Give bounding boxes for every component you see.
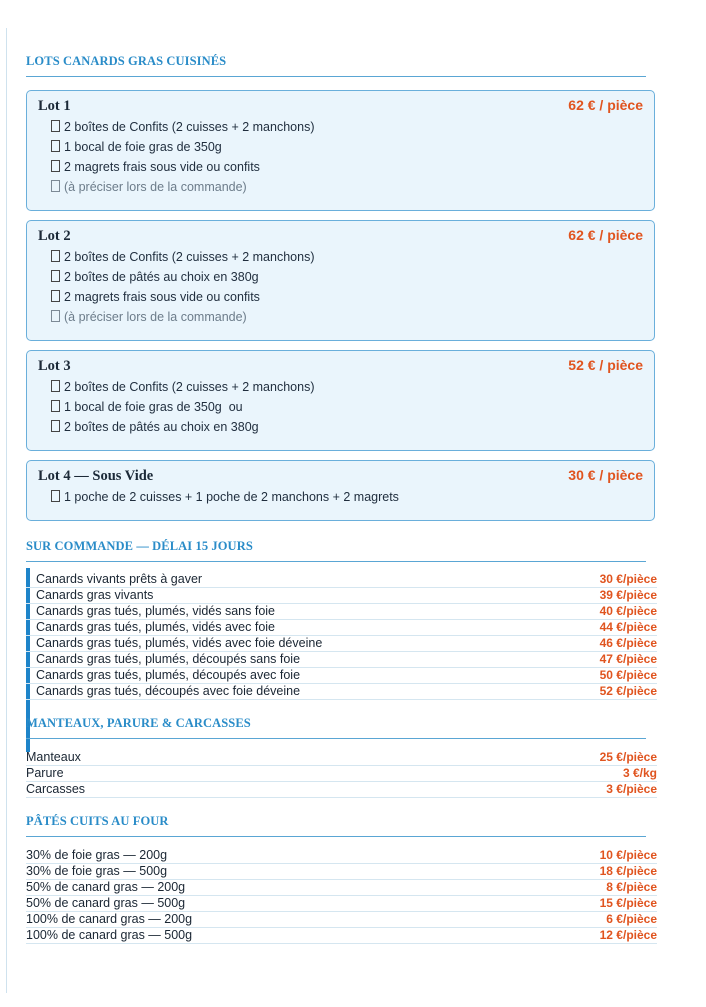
- checkbox-icon: [51, 120, 60, 132]
- lot-name: Lot 1: [38, 98, 71, 114]
- table-row: 50% de canard gras — 200g 8 €/pièce: [26, 880, 657, 894]
- checkbox-icon: [51, 400, 60, 412]
- table-row: Parure 3 €/kg: [26, 766, 657, 780]
- lot-item: 2 boîtes de Confits (2 cuisses + 2 manchons): [38, 377, 643, 397]
- lot-item: 2 boîtes de pâtés au choix en 380g: [38, 417, 643, 437]
- lot-card-4: [26, 460, 655, 521]
- checkbox-icon: [51, 420, 60, 432]
- table-row: Canards gras tués, plumés, vidés sans foie 40 €/pièce: [26, 604, 657, 620]
- table-row: 30% de foie gras — 200g 10 €/pièce: [26, 848, 657, 862]
- table-row: Canards gras vivants 39 €/pièce: [26, 588, 657, 604]
- checkbox-icon: [51, 270, 60, 282]
- section-title-order: SUR COMMANDE — DÉLAI 15 JOURS: [26, 539, 646, 562]
- table-row: Canards gras tués, plumés, découpés sans foie 47 €/pièce: [26, 652, 657, 668]
- table-row: Carcasses 3 €/pièce: [26, 782, 657, 796]
- lot-item: 2 boîtes de pâtés au choix en 380g: [38, 267, 643, 287]
- page-left-rule: [6, 28, 7, 993]
- table-row: Manteaux 25 €/pièce: [26, 750, 657, 764]
- section-title-manteaux: MANTEAUX, PARURE & CARCASSES: [26, 716, 646, 739]
- pates-list: [26, 848, 657, 944]
- lot-item: 1 bocal de foie gras de 350g ou: [38, 397, 643, 417]
- checkbox-icon: [51, 490, 60, 502]
- checkbox-icon: [51, 180, 60, 192]
- lot-price: 52 € / pièce: [568, 357, 643, 373]
- table-row: Canards gras tués, plumés, vidés avec foie déveine 46 €/pièce: [26, 636, 657, 652]
- lot-name: Lot 4 — Sous Vide: [38, 468, 154, 484]
- lot-name: Lot 3: [38, 358, 71, 374]
- lot-card-3: [26, 350, 655, 451]
- lot-item: 2 boîtes de Confits (2 cuisses + 2 manchons): [38, 117, 643, 137]
- lot-item: 1 poche de 2 cuisses + 1 poche de 2 manchons + 2 magrets: [38, 487, 643, 507]
- lot-item: 1 bocal de foie gras de 350g: [38, 137, 643, 157]
- lot-card-1: [26, 90, 655, 211]
- lot-price: 62 € / pièce: [568, 97, 643, 113]
- lot-name: Lot 2: [38, 228, 71, 244]
- checkbox-icon: [51, 160, 60, 172]
- order-list: [26, 572, 657, 700]
- table-row: 100% de canard gras — 200g 6 €/pièce: [26, 912, 657, 926]
- lot-card-2: [26, 220, 655, 341]
- lot-item: 2 magrets frais sous vide ou confits: [38, 157, 643, 177]
- table-row: Canards vivants prêts à gaver 30 €/pièce: [26, 572, 657, 588]
- table-row: Canards gras tués, découpés avec foie déveine 52 €/pièce: [26, 684, 657, 700]
- lot-item: 2 boîtes de Confits (2 cuisses + 2 manchons): [38, 247, 643, 267]
- checkbox-icon: [51, 290, 60, 302]
- section-title-pates: PÂTÉS CUITS AU FOUR: [26, 814, 646, 837]
- table-row: 50% de canard gras — 500g 15 €/pièce: [26, 896, 657, 910]
- checkbox-icon: [51, 250, 60, 262]
- checkbox-icon: [51, 140, 60, 152]
- table-row: Canards gras tués, plumés, découpés avec foie 50 €/pièce: [26, 668, 657, 684]
- table-row: Canards gras tués, plumés, vidés avec foie 44 €/pièce: [26, 620, 657, 636]
- lot-item-note: (à préciser lors de la commande): [38, 177, 643, 197]
- section-title-lots: LOTS CANARDS GRAS CUISINÉS: [26, 54, 646, 77]
- lot-price: 30 € / pièce: [568, 467, 643, 483]
- table-row: 100% de canard gras — 500g 12 €/pièce: [26, 928, 657, 942]
- manteaux-list: [26, 750, 657, 798]
- checkbox-icon: [51, 380, 60, 392]
- lot-item: 2 magrets frais sous vide ou confits: [38, 287, 643, 307]
- checkbox-icon: [51, 310, 60, 322]
- table-row: 30% de foie gras — 500g 18 €/pièce: [26, 864, 657, 878]
- lot-price: 62 € / pièce: [568, 227, 643, 243]
- lot-item-note: (à préciser lors de la commande): [38, 307, 643, 327]
